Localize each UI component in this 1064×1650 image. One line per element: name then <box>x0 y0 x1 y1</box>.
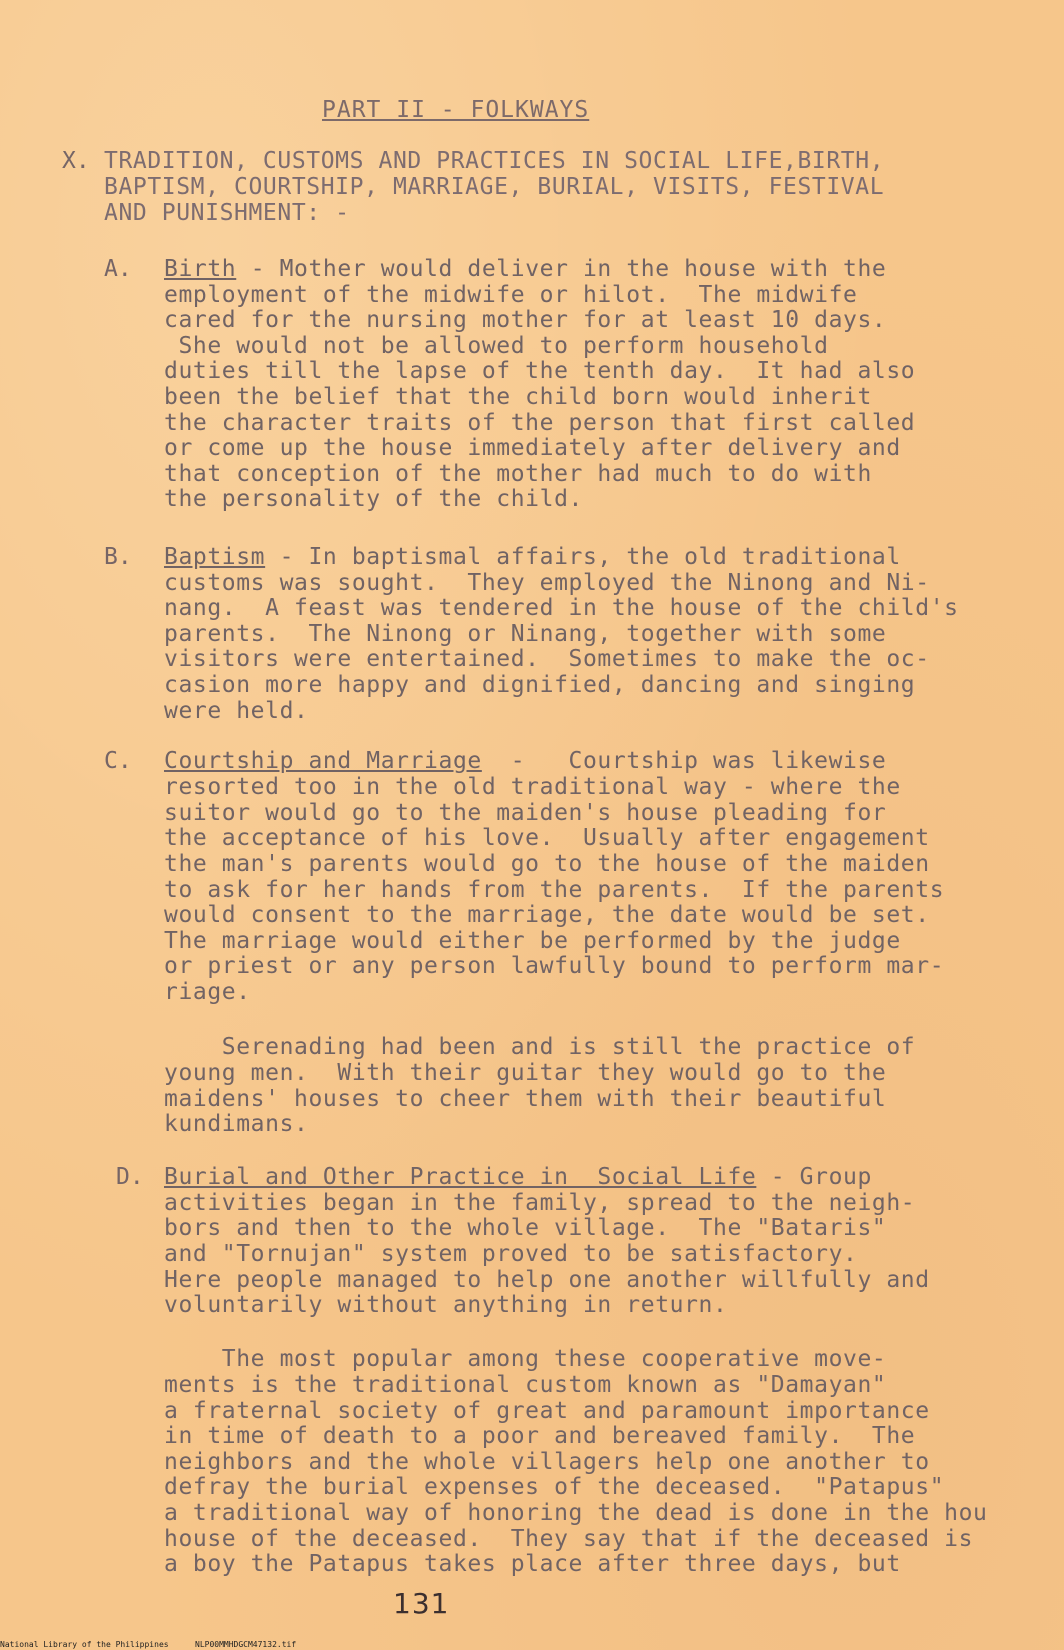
birth-paragraph-line: the personality of the child. <box>164 486 583 512</box>
courtship-marker: C. <box>104 748 132 774</box>
serenade-paragraph-line: maidens' houses to cheer them with their beautiful <box>164 1086 887 1112</box>
courtship-paragraph-line: the acceptance of his love. Usually after engagement <box>164 825 930 851</box>
page-number: 131 <box>393 1587 450 1620</box>
birth-paragraph-line: that conception of the mother had much to do with <box>164 461 872 487</box>
baptism-paragraph-line: parents. The Ninong or Ninang, together with some <box>164 621 887 647</box>
courtship-paragraph-line: would consent to the marriage, the date would be set. <box>164 902 930 928</box>
footer-library-name: National Library of the Philippines <box>0 1640 169 1649</box>
baptism-marker: B. <box>104 544 132 570</box>
courtship-paragraph-line: resorted too in the old traditional way - where the <box>164 774 901 800</box>
courtship-paragraph-line: suitor would go to the maiden's house pleading for <box>164 800 887 826</box>
birth-heading: Birth <box>164 256 237 282</box>
section-marker: X. <box>62 148 90 174</box>
burial-paragraph-line: and "Tornujan" system proved to be satisfactory. <box>164 1241 858 1267</box>
courtship-paragraph-line: to ask for her hands from the parents. If the parents <box>164 877 945 903</box>
section-heading-line: TRADITION, CUSTOMS AND PRACTICES IN SOCIAL LIFE,BIRTH, <box>104 148 885 174</box>
damayan-paragraph-line: The most popular among these cooperative move- <box>164 1346 887 1372</box>
section-heading-line: BAPTISM, COURTSHIP, MARRIAGE, BURIAL, VISITS, FESTIVAL <box>104 174 885 200</box>
birth-paragraph-line: employment of the midwife or hilot. The midwife <box>164 282 858 308</box>
courtship-paragraph-line: or priest or any person lawfully bound to perform mar- <box>164 953 945 979</box>
footer-filename: NLP00MMHDGCM47132.tif <box>195 1640 297 1649</box>
serenade-paragraph-line: kundimans. <box>164 1111 309 1137</box>
page-title: PART II - FOLKWAYS <box>322 97 590 123</box>
burial-marker: D. <box>116 1164 144 1190</box>
birth-marker: A. <box>104 256 132 282</box>
baptism-paragraph-line: visitors were entertained. Sometimes to make the oc- <box>164 646 930 672</box>
birth-paragraph-line: the character traits of the person that first called <box>164 410 916 436</box>
serenade-paragraph-line: young men. With their guitar they would go to the <box>164 1060 887 1086</box>
birth-paragraph-line: cared for the nursing mother for at least 10 days. <box>164 307 887 333</box>
courtship-heading: Courtship and Marriage <box>164 748 482 774</box>
burial-paragraph-line: Here people managed to help one another willfully and <box>164 1267 930 1293</box>
birth-paragraph-line: duties till the lapse of the tenth day. It had also <box>164 358 916 384</box>
birth-paragraph-line: been the belief that the child born would inherit <box>164 384 872 410</box>
damayan-paragraph-line: defray the burial expenses of the deceased. "Patapus" <box>164 1474 945 1500</box>
burial-paragraph-line: activities began in the family, spread to the neigh- <box>164 1190 916 1216</box>
baptism-heading: Baptism <box>164 544 266 570</box>
burial-paragraph-line: voluntarily without anything in return. <box>164 1292 728 1318</box>
courtship-paragraph-line: the man's parents would go to the house of the maiden <box>164 851 930 877</box>
damayan-paragraph-line: house of the deceased. They say that if the deceased is <box>164 1526 974 1552</box>
baptism-paragraph-line: were held. <box>164 698 309 724</box>
baptism-paragraph-line: customs was sought. They employed the Ninong and Ni- <box>164 570 930 596</box>
baptism-paragraph-line: casion more happy and dignified, dancing and singing <box>164 672 916 698</box>
damayan-paragraph-line: a boy the Patapus takes place after three days, but <box>164 1551 901 1577</box>
burial-paragraph-line: Burial and Other Practice in Social Life - Group <box>164 1164 872 1190</box>
damayan-paragraph-line: a fraternal society of great and paramount importance <box>164 1398 930 1424</box>
courtship-paragraph-line: The marriage would either be performed by the judge <box>164 928 901 954</box>
damayan-paragraph-line: a traditional way of honoring the dead is done in the hou <box>164 1500 988 1526</box>
damayan-paragraph-line: neighbors and the whole villagers help one another to <box>164 1449 930 1475</box>
burial-paragraph-line: bors and then to the whole village. The "Bataris" <box>164 1215 887 1241</box>
birth-paragraph-line: Birth - Mother would deliver in the house with the <box>164 256 887 282</box>
birth-paragraph-line: She would not be allowed to perform household <box>164 333 829 359</box>
baptism-paragraph-line: Baptism - In baptismal affairs, the old traditional <box>164 544 901 570</box>
damayan-paragraph-line: in time of death to a poor and bereaved family. The <box>164 1423 916 1449</box>
courtship-paragraph-line: riage. <box>164 979 251 1005</box>
serenade-paragraph-line: Serenading had been and is still the practice of <box>164 1034 916 1060</box>
section-heading-line: AND PUNISHMENT: - <box>104 200 350 226</box>
burial-heading: Burial and Other Practice in Social Life <box>164 1164 757 1190</box>
baptism-paragraph-line: nang. A feast was tendered in the house of the child's <box>164 595 959 621</box>
damayan-paragraph-line: ments is the traditional custom known as "Damayan" <box>164 1372 887 1398</box>
courtship-paragraph-line: Courtship and Marriage - Courtship was likewise <box>164 748 887 774</box>
birth-paragraph-line: or come up the house immediately after delivery and <box>164 435 901 461</box>
